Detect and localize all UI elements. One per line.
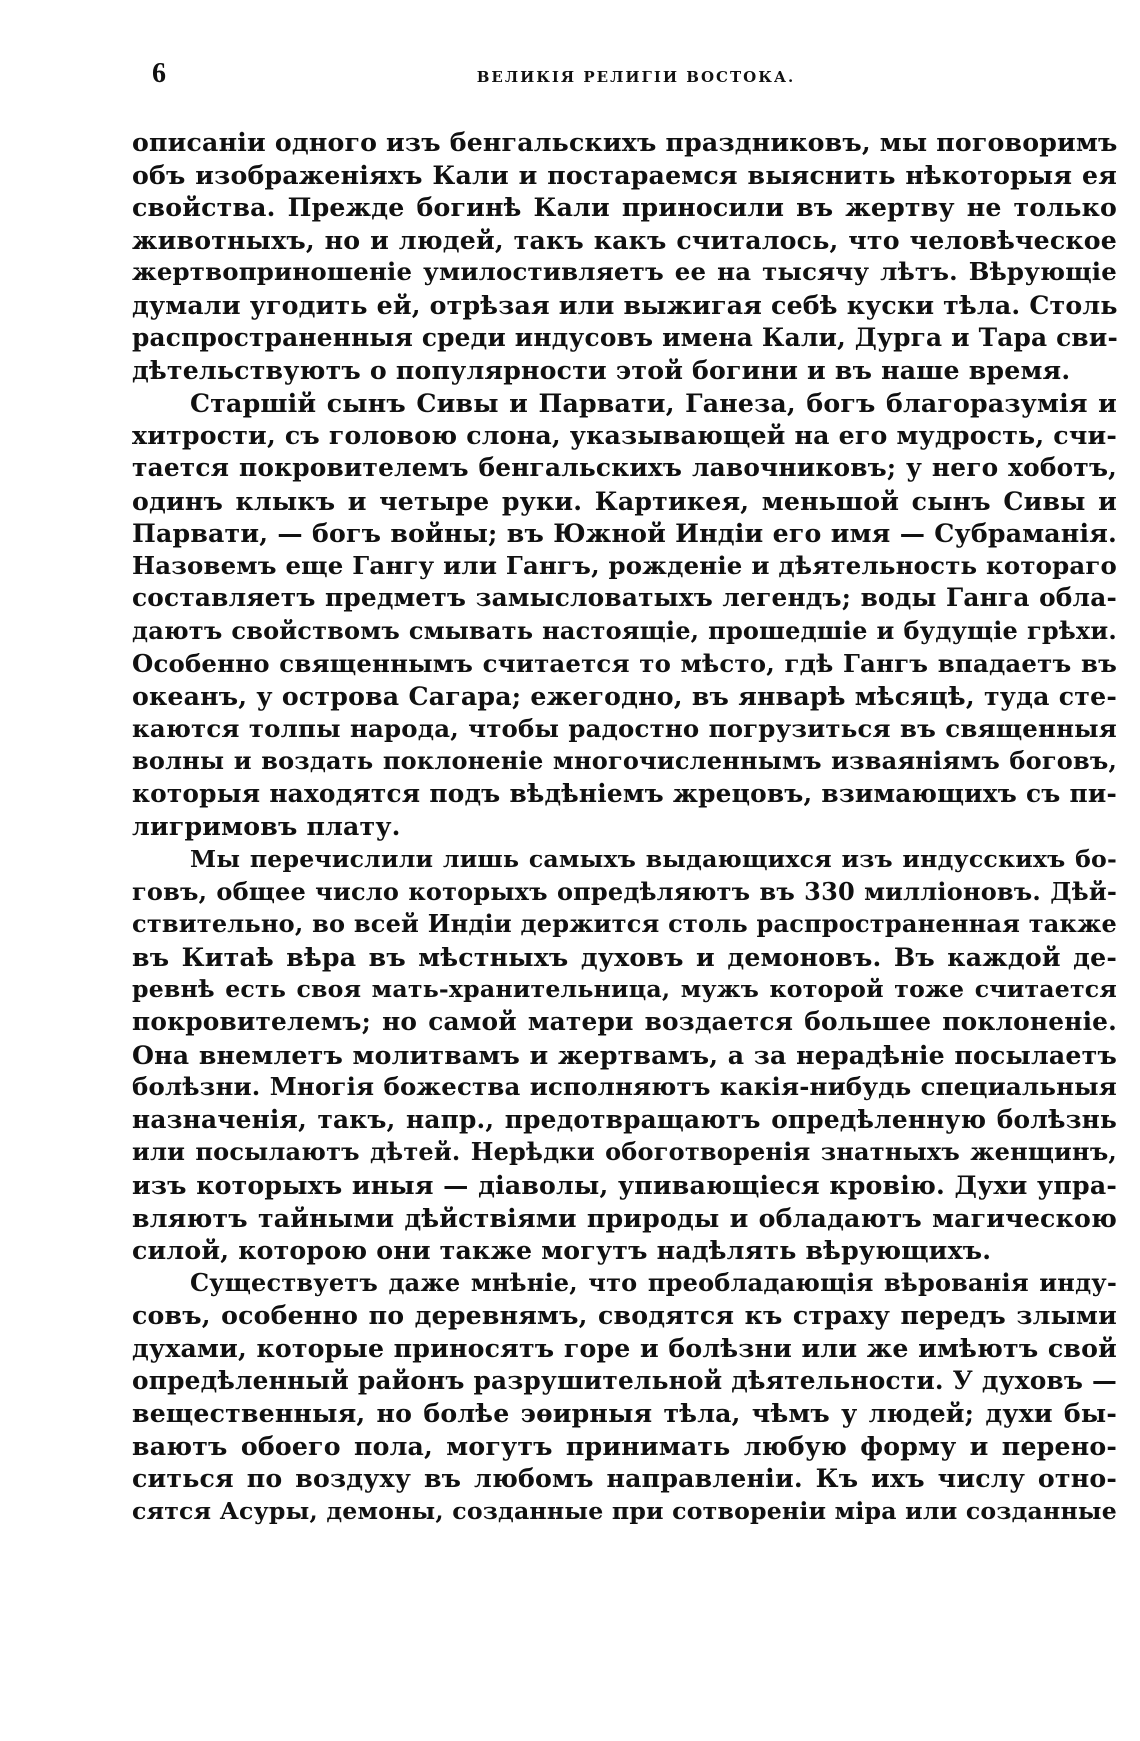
text-line: дѣтельствуютъ о популярности этой богини и въ наше время. <box>132 355 1071 386</box>
text-line: покровителемъ; но самой матери воздается большее поклоненіе. <box>132 1007 1117 1037</box>
text-line: вещественныя, но болѣе эѳирныя тѣла, чѣмъ у людей; духи бы- <box>132 1398 1117 1429</box>
text-line: или посылаютъ дѣтей. Нерѣдки обоготворенія знатныхъ женщинъ, <box>132 1137 1117 1167</box>
text-line: животныхъ, но и людей, такъ какъ считалось, что человѣческое <box>132 224 1117 255</box>
text-line: вляютъ тайными дѣйствіями природы и обладаютъ магическою <box>132 1202 1117 1233</box>
text-line: составляетъ предметъ замысловатыхъ легендъ; воды Ганга обла- <box>132 583 1117 613</box>
text-line: даютъ свойствомъ смывать настоящіе, прошедшіе и будущіе грѣхи. <box>132 615 1117 645</box>
page-number: 6 <box>152 58 166 89</box>
text-line: Старшій сынъ Сивы и Парвати, Ганеза, богъ благоразумія и <box>190 387 1117 418</box>
text-line: Назовемъ еще Гангу или Гангъ, рожденіе и дѣятельность котораго <box>132 550 1117 580</box>
page-header <box>152 58 1120 98</box>
text-line: Особенно священнымъ считается то мѣсто, гдѣ Гангъ впадаетъ въ <box>132 648 1117 678</box>
text-line: океанъ, у острова Сагара; ежегодно, въ январѣ мѣсяцѣ, туда сте- <box>132 681 1117 712</box>
text-line: совъ, особенно по деревнямъ, сводятся къ страху передъ злыми <box>132 1300 1117 1331</box>
text-line: Она внемлетъ молитвамъ и жертвамъ, а за нерадѣніе посылаетъ <box>132 1039 1117 1070</box>
text-line: въ Китаѣ вѣра въ мѣстныхъ духовъ и демоновъ. Въ каждой де- <box>132 941 1117 972</box>
text-line: распространенныя среди индусовъ имена Кали, Дурга и Тара сви- <box>132 322 1118 352</box>
text-line: объ изображеніяхъ Кали и постараемся выяснить нѣкоторыя ея <box>132 159 1117 190</box>
text-line: одинъ клыкъ и четыре руки. Картикея, меньшой сынъ Сивы и <box>132 485 1117 516</box>
text-line: хитрости, съ головою слона, указывающей на его мудрость, счи- <box>132 420 1117 451</box>
running-title: ВЕЛИКІЯ РЕЛИГІИ ВОСТОКА. <box>476 68 796 86</box>
text-line: тается покровителемъ бенгальскихъ лавочниковъ; у него хоботъ, <box>132 452 1117 482</box>
text-line: ваютъ обоего пола, могутъ принимать любую форму и перено- <box>132 1430 1117 1461</box>
text-line: болѣзни. Многія божества исполняютъ какія-нибудь специальныя <box>132 1072 1117 1102</box>
text-line: духами, которые приносятъ горе и болѣзни или же имѣютъ свой <box>132 1332 1117 1363</box>
text-line: которыя находятся подъ вѣдѣніемъ жрецовъ, взимающихъ съ пи- <box>132 778 1117 808</box>
text-line: каются толпы народа, чтобы радостно погрузиться въ священныя <box>132 713 1117 743</box>
text-line: силой, которою они также могутъ надѣлять вѣрующихъ. <box>132 1235 992 1266</box>
text-line: изъ которыхъ иныя — діаволы, упивающіеся кровію. Духи упра- <box>132 1170 1117 1200</box>
text-line: ситься по воздуху въ любомъ направленіи. Къ ихъ числу отно- <box>132 1463 1117 1494</box>
text-line: ствительно, во всей Индіи держится столь распространенная также <box>132 909 1117 939</box>
text-line: волны и воздать поклоненіе многочисленнымъ изваяніямъ боговъ, <box>132 746 1117 776</box>
text-line: свойства. Прежде богинѣ Кали приносили въ жертву не только <box>132 192 1117 223</box>
text-line: Парвати, — богъ войны; въ Южной Индіи его имя — Субраманія. <box>132 518 1117 549</box>
text-line: назначенія, такъ, напр., предотвращаютъ опредѣленную болѣзнь <box>132 1104 1117 1134</box>
text-line: жертвоприношеніе умилостивляетъ ее на тысячу лѣтъ. Вѣрующіе <box>132 257 1117 287</box>
text-line: думали угодить ей, отрѣзая или выжигая себѣ куски тѣла. Столь <box>132 289 1118 320</box>
text-line: лигримовъ плату. <box>132 811 401 842</box>
text-line: описаніи одного изъ бенгальскихъ праздниковъ, мы поговоримъ <box>132 127 1118 157</box>
text-line: сятся Асуры, демоны, созданные при сотвореніи міра или созданные <box>132 1496 1117 1525</box>
text-line: опредѣленный районъ разрушительной дѣятельности. У духовъ — <box>132 1365 1117 1395</box>
text-line: Существуетъ даже мнѣніе, что преобладающія вѣрованія инду- <box>190 1267 1117 1297</box>
body-text <box>132 126 1117 1528</box>
text-line: Мы перечислили лишь самыхъ выдающихся изъ индусскихъ бо- <box>190 845 1117 874</box>
text-line: ревнѣ есть своя мать-хранительница, мужъ которой тоже считается <box>132 975 1117 1004</box>
text-line: говъ, общее число которыхъ опредѣляютъ въ 330 милліоновъ. Дѣй- <box>132 876 1117 906</box>
